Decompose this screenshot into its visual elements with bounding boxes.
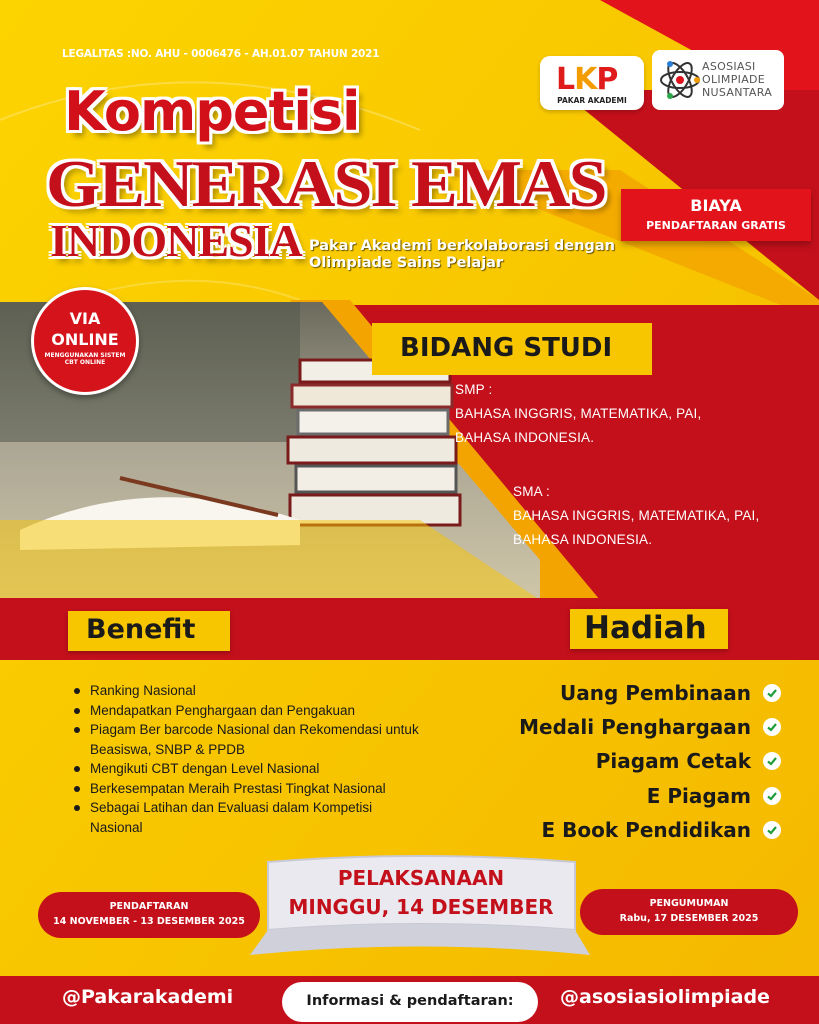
hadiah-item-label: E Book Pendidikan	[541, 818, 751, 842]
info-pendaftaran-pill	[282, 982, 538, 1022]
check-icon	[763, 752, 781, 770]
hadiah-item	[519, 714, 781, 740]
check-icon	[763, 787, 781, 805]
check-icon	[763, 821, 781, 839]
pengumuman-label: PENGUMUMAN	[649, 898, 729, 909]
hadiah-item	[542, 817, 781, 843]
pendaftaran-pill	[38, 892, 260, 938]
sma-label: SMA :	[513, 484, 551, 499]
benefit-item: Berkesempatan Meraih Prestasi Tingkat Nasional	[72, 779, 402, 799]
hadiah-header	[570, 609, 728, 649]
online-badge-line-3: MENGGUNAKAN SISTEM CBT ONLINE	[44, 352, 126, 366]
pakarakademi-handle[interactable]: @Pakarakademi	[62, 986, 234, 1008]
pendaftaran-dates: 14 NOVEMBER - 13 DESEMBER 2025	[53, 916, 245, 927]
smp-subjects	[455, 378, 701, 450]
lkp-letter: K	[574, 62, 597, 97]
benefit-header	[68, 611, 230, 651]
check-icon	[763, 684, 781, 702]
title-line-2: GENERASI EMAS	[46, 147, 606, 222]
smp-line-2: BAHASA INDONESIA.	[455, 430, 595, 445]
footer-bar	[0, 976, 819, 1024]
pelaksanaan-date: MINGGU, 14 DESEMBER	[288, 895, 554, 919]
benefit-item: Mengikuti CBT dengan Level Nasional	[72, 759, 462, 779]
benefit-title: Benefit	[86, 614, 196, 645]
lkp-letter: P	[596, 62, 618, 97]
biaya-label: BIAYA	[690, 196, 742, 215]
lkp-subtitle: PAKAR AKADEMI	[557, 96, 627, 105]
benefit-item: Piagam Ber barcode Nasional dan Rekomendasi untuk Beasiswa, SNBP & PPDB	[72, 720, 432, 759]
tagline-line-1: Pakar Akademi berkolaborasi dengan	[309, 238, 615, 254]
benefit-item: Ranking Nasional	[72, 681, 462, 701]
smp-line-1: BAHASA INGGRIS, MATEMATIKA, PAI,	[455, 406, 702, 421]
smp-label: SMP :	[455, 382, 493, 397]
hadiah-item	[560, 680, 781, 706]
pengumuman-pill	[580, 889, 798, 935]
aon-name	[702, 60, 772, 99]
title-line-3: INDONESIA	[50, 215, 302, 266]
tagline-line-2: Olimpiade Sains Pelajar	[309, 255, 504, 271]
online-badge-line-1: VIA	[69, 309, 101, 328]
hadiah-title: Hadiah	[584, 610, 707, 646]
hadiah-item-label: Uang Pembinaan	[560, 681, 751, 705]
pelaksanaan-label: PELAKSANAAN	[337, 866, 505, 890]
bidang-studi-title: BIDANG STUDI	[400, 333, 613, 363]
sma-subjects	[513, 480, 759, 552]
pakar-akademi-logo	[540, 56, 644, 110]
sma-line-2: BAHASA INDONESIA.	[513, 532, 653, 547]
hadiah-item-label: E Piagam	[646, 784, 751, 808]
lkp-letter: L	[556, 62, 575, 97]
hadiah-item	[596, 748, 781, 774]
asosiasi-olimpiade-logo	[652, 50, 784, 110]
hadiah-item-label: Medali Penghargaan	[519, 715, 751, 739]
pendaftaran-label: PENDAFTARAN	[109, 901, 189, 912]
legal-registration: LEGALITAS :NO. AHU - 0006476 - AH.01.07 TAHUN 2021	[62, 48, 380, 60]
asosiasiolimpiade-handle[interactable]: @asosiasiolimpiade	[560, 986, 770, 1008]
online-badge-line-2: ONLINE	[51, 330, 119, 349]
aon-line-2: OLIMPIADE	[702, 73, 766, 86]
title-line-1: Kompetisi	[64, 80, 360, 143]
atom-icon	[658, 56, 702, 104]
benefit-item: Sebagai Latihan dan Evaluasi dalam Kompetisi Nasional	[72, 798, 382, 837]
check-icon	[763, 718, 781, 736]
biaya-value: PENDAFTARAN GRATIS	[646, 219, 786, 232]
aon-line-3: NUSANTARA	[702, 86, 773, 99]
hadiah-item	[647, 783, 781, 809]
bidang-studi-header	[372, 323, 652, 375]
aon-line-1: ASOSIASI	[702, 60, 756, 73]
book-stack	[288, 360, 460, 525]
hadiah-item-label: Piagam Cetak	[595, 749, 751, 773]
info-pendaftaran-label: Informasi & pendaftaran:	[306, 993, 514, 1009]
benefit-item: Mendapatkan Penghargaan dan Pengakuan	[72, 701, 462, 721]
pengumuman-date: Rabu, 17 DESEMBER 2025	[619, 913, 759, 924]
biaya-badge	[621, 189, 811, 241]
lkp-letters	[556, 62, 617, 97]
benefit-list	[72, 681, 462, 837]
via-online-badge	[31, 287, 139, 395]
sma-line-1: BAHASA INGGRIS, MATEMATIKA, PAI,	[513, 508, 760, 523]
tagline	[309, 238, 629, 272]
